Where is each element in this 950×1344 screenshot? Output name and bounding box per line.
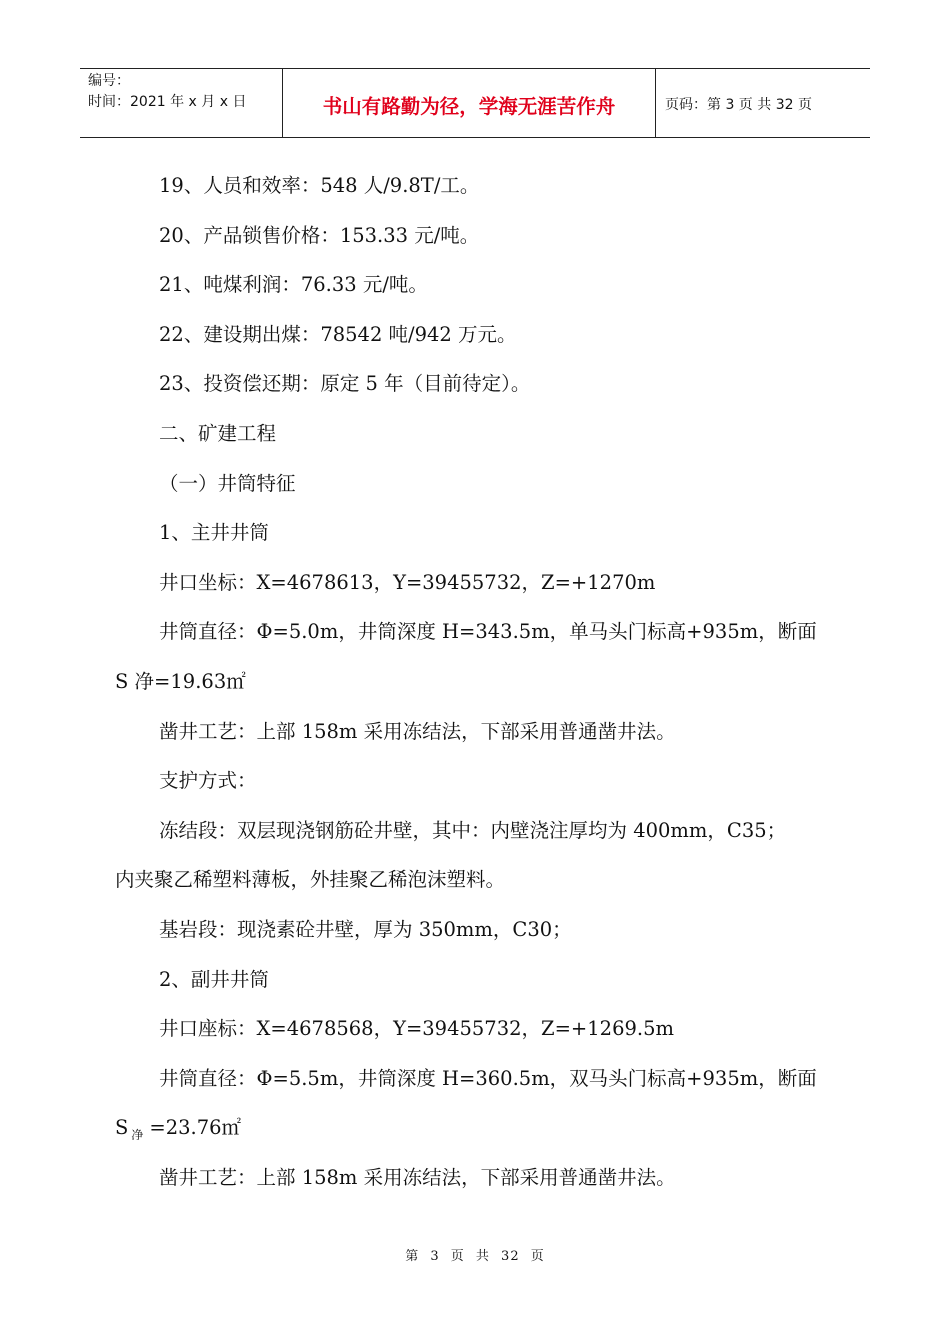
paragraph-sale-price: 20、产品锁售价格：153.33 元/吨。 [159, 223, 480, 247]
page-header [80, 68, 870, 138]
header-page-info: 页码：第 3 页 共 32 页 [665, 97, 812, 113]
page-footer [0, 1245, 950, 1264]
header-info-cell [80, 69, 282, 139]
paragraph-auxiliary-shaft-section-area [115, 1103, 845, 1153]
subsection-heading-shaft-features: （一）井筒特征 [159, 471, 296, 495]
paragraph-profit-per-ton: 21、吨煤利润：76.33 元/吨。 [159, 273, 428, 297]
paragraph-frozen-section: 冻结段：双层现浇钢筋砼井壁，其中：内壁浇注厚均为 400mm，C35； [159, 818, 787, 842]
paragraph-auxiliary-shaft-diameter: 井筒直径：Φ=5.5m，井筒深度 H=360.5m，双马头门标高+935m，断面 [159, 1066, 817, 1090]
header-page-cell [655, 69, 870, 137]
header-motto-cell [282, 69, 656, 137]
paragraph-staff-efficiency: 19、人员和效率：548 人/9.8T/工。 [159, 174, 480, 197]
section-area-subscript: 净 [131, 1128, 144, 1143]
heading-auxiliary-shaft: 2、副井井筒 [159, 967, 269, 991]
paragraph-main-shaft-coordinates: 井口坐标：X=4678613，Y=39455732，Z=+1270m [159, 570, 656, 594]
paragraph-main-shaft-sinking-process: 凿井工艺：上部 158m 采用冻结法，下部采用普通凿井法。 [159, 719, 676, 743]
paragraph-auxiliary-shaft-coordinates: 井口座标：X=4678568，Y=39455732，Z=+1269.5m [159, 1017, 674, 1041]
paragraph-construction-output: 22、建设期出煤：78542 吨/942 万元。 [159, 322, 517, 346]
paragraph-support-method: 支护方式： [159, 769, 257, 793]
footer-page-number: 第 3 页 共 32 页 [405, 1249, 545, 1264]
section-heading-mine-construction: 二、矿建工程 [159, 421, 277, 445]
header-motto: 书山有路勤为径，学海无涯苦作舟 [322, 95, 616, 118]
section-area-value: =23.76㎡ [149, 1116, 242, 1140]
document-time-label: 时间：2021 年 x 月 x 日 [88, 94, 247, 110]
document-body [115, 161, 845, 1202]
document-number-label: 编号： [88, 73, 130, 89]
paragraph-auxiliary-shaft-sinking-process: 凿井工艺：上部 158m 采用冻结法，下部采用普通凿井法。 [159, 1165, 676, 1189]
section-area-symbol: S [115, 1116, 129, 1140]
paragraph-payback-period: 23、投资偿还期：原定 5 年（目前待定）。 [159, 372, 531, 396]
paragraph-bedrock-section: 基岩段：现浇素砼井壁，厚为 350mm，C30； [159, 917, 572, 941]
paragraph-main-shaft-diameter: 井筒直径：Φ=5.0m，井筒深度 H=343.5m，单马头门标高+935m，断面 [159, 620, 817, 644]
paragraph-frozen-section-continued: 内夹聚乙稀塑料薄板，外挂聚乙稀泡沫塑料。 [115, 868, 506, 892]
paragraph-main-shaft-section-area: S 净=19.63㎡ [115, 669, 246, 693]
heading-main-shaft: 1、主井井筒 [159, 521, 269, 545]
